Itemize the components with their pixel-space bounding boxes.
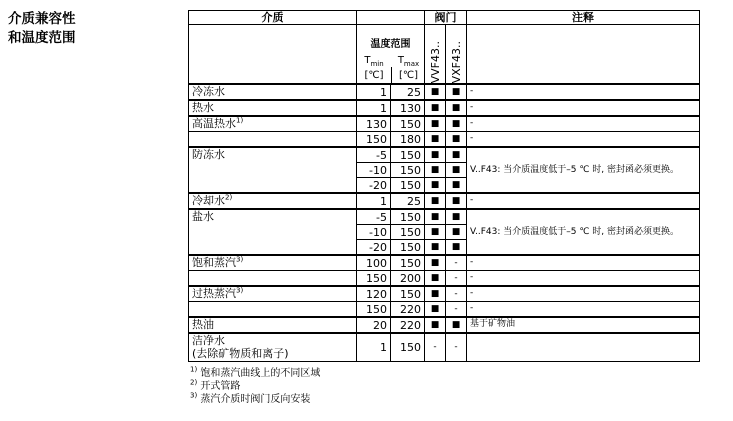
tmax-cell: 150 [391, 163, 425, 178]
medium-label: 过热蒸汽 [192, 287, 236, 300]
header-valve: 阀门 [425, 11, 467, 25]
table-row [189, 84, 700, 100]
medium-cell [189, 209, 357, 255]
valve1-cell: ■ [425, 240, 446, 256]
table-row [189, 116, 700, 132]
temp-range-header [357, 25, 425, 85]
medium-cell [189, 193, 357, 209]
medium-cell [189, 147, 357, 193]
table-row [189, 333, 700, 362]
valve2-cell: - [446, 255, 467, 271]
footnote-2: $^{2)}$ 开式管路 [190, 378, 241, 392]
medium-label: 热油 [192, 318, 214, 331]
medium-label: 冷冻水 [192, 85, 225, 98]
tmax-cell: 150 [391, 116, 425, 132]
table-row [189, 193, 700, 209]
notes-header-blank [467, 25, 700, 85]
medium-label-line-2: (去除矿物质和离子) [192, 347, 289, 360]
medium-label: 冷却水 [192, 194, 225, 207]
note-cell: - [467, 100, 700, 116]
table-row [189, 317, 700, 333]
note-cell: - [467, 193, 700, 209]
valve2-cell: ■ [446, 100, 467, 116]
valve1-cell: ■ [425, 286, 446, 302]
temp-range-label: 温度范围 [370, 39, 411, 50]
tmin-cell: 1 [357, 193, 391, 209]
section-title [8, 10, 76, 48]
valve1-cell: - [425, 333, 446, 362]
valve1-cell: ■ [425, 116, 446, 132]
medium-cell [189, 302, 357, 318]
tmax-cell: 150 [391, 240, 425, 256]
tmax-cell: 150 [391, 209, 425, 225]
footnote-3: $^{3)}$ 蒸汽介质时阀门反向安装 [190, 391, 311, 405]
valve2-cell: - [446, 302, 467, 318]
tmax-cell: 150 [391, 255, 425, 271]
footnote-1: $^{1)}$ 饱和蒸汽曲线上的不同区域 [190, 365, 321, 379]
tmin-label: $T_{min}$ [℃] [364, 55, 384, 81]
header-temperature [357, 11, 425, 25]
note-cell: - [467, 116, 700, 132]
valve2-cell: ■ [446, 209, 467, 225]
valve2-cell: ■ [446, 84, 467, 100]
valve1-cell: ■ [425, 163, 446, 178]
media-compatibility-table [188, 10, 700, 362]
tmin-cell: 130 [357, 116, 391, 132]
medium-label: 防冻水 [192, 148, 225, 161]
tmin-cell: 150 [357, 132, 391, 148]
note-cell: - [467, 286, 700, 302]
table-row [189, 132, 700, 148]
tmax-cell: 25 [391, 84, 425, 100]
medium-cell [189, 317, 357, 333]
medium-cell [189, 271, 357, 287]
tmax-cell: 150 [391, 225, 425, 240]
valve1-header: VVF43.. [425, 25, 446, 85]
tmax-cell: 150 [391, 333, 425, 362]
tmin-cell: -5 [357, 147, 391, 163]
medium-cell [189, 286, 357, 302]
note-cell: - [467, 132, 700, 148]
valve1-cell: ■ [425, 302, 446, 318]
valve2-cell: ■ [446, 240, 467, 256]
tmax-cell: 130 [391, 100, 425, 116]
valve2-cell: - [446, 333, 467, 362]
valve1-cell: ■ [425, 271, 446, 287]
valve2-cell: ■ [446, 116, 467, 132]
tmin-cell: 1 [357, 333, 391, 362]
tmin-cell: 150 [357, 271, 391, 287]
table-row [189, 302, 700, 318]
table-row [189, 286, 700, 302]
tmax-cell: 200 [391, 271, 425, 287]
medium-cell [189, 100, 357, 116]
table-row [189, 255, 700, 271]
valve2-cell: ■ [446, 147, 467, 163]
valve1-cell: ■ [425, 209, 446, 225]
tmin-cell: -20 [357, 178, 391, 194]
section-title-line-2: 和温度范围 [8, 30, 76, 46]
tmin-cell: 20 [357, 317, 391, 333]
tmax-cell: 150 [391, 286, 425, 302]
valve2-cell: - [446, 271, 467, 287]
valve1-cell: ■ [425, 147, 446, 163]
medium-footnote-mark: 2) [225, 193, 233, 202]
tmin-cell: 150 [357, 302, 391, 318]
tmin-cell: 100 [357, 255, 391, 271]
table-row [189, 147, 700, 163]
valve1-cell: ■ [425, 100, 446, 116]
tmin-cell: -10 [357, 225, 391, 240]
tmin-cell: 120 [357, 286, 391, 302]
valve1-cell: ■ [425, 132, 446, 148]
tmax-cell: 150 [391, 178, 425, 194]
tmin-cell: -5 [357, 209, 391, 225]
medium-label: 饱和蒸汽 [192, 256, 236, 269]
valve2-cell: ■ [446, 225, 467, 240]
table-body [189, 84, 700, 362]
table-row [189, 100, 700, 116]
note-cell: - [467, 255, 700, 271]
note-cell: - [467, 84, 700, 100]
valve2-cell: ■ [446, 178, 467, 194]
tmax-cell: 150 [391, 147, 425, 163]
medium-label: 高温热水 [192, 117, 236, 130]
tmax-cell: 220 [391, 317, 425, 333]
valve2-cell: ■ [446, 132, 467, 148]
medium-footnote-mark: 3) [236, 286, 244, 295]
table-row [189, 271, 700, 287]
medium-footnote-mark: 1) [236, 116, 244, 125]
medium-cell [189, 116, 357, 132]
medium-cell [189, 132, 357, 148]
table-row [189, 209, 700, 225]
header-notes: 注释 [467, 11, 700, 25]
valve1-cell: ■ [425, 178, 446, 194]
valve2-cell: ■ [446, 163, 467, 178]
valve1-cell: ■ [425, 255, 446, 271]
valve2-cell: - [446, 286, 467, 302]
header-medium-blank [189, 25, 357, 85]
header-medium: 介质 [189, 11, 357, 25]
note-cell: 基于矿物油 [467, 317, 700, 333]
medium-cell [189, 255, 357, 271]
valve2-cell: ■ [446, 193, 467, 209]
tmax-cell: 220 [391, 302, 425, 318]
tmax-cell: 25 [391, 193, 425, 209]
valve1-cell: ■ [425, 225, 446, 240]
note-cell: - [467, 271, 700, 287]
medium-label: 热水 [192, 101, 214, 114]
medium-footnote-mark: 3) [236, 255, 244, 264]
valve2-header: VXF43.. [446, 25, 467, 85]
note-cell: - [467, 302, 700, 318]
section-title-line-1: 介质兼容性 [8, 11, 76, 27]
valve1-cell: ■ [425, 84, 446, 100]
medium-label: 盐水 [192, 210, 214, 223]
medium-cell [189, 84, 357, 100]
footnotes [190, 367, 320, 406]
tmin-cell: -20 [357, 240, 391, 256]
valve1-cell: ■ [425, 317, 446, 333]
tmin-cell: -10 [357, 163, 391, 178]
tmin-cell: 1 [357, 84, 391, 100]
note-cell: V..F43: 当介质温度低于–5 ℃ 时, 密封函必须更换。 [467, 209, 700, 255]
note-cell [467, 333, 700, 362]
valve2-cell: ■ [446, 317, 467, 333]
note-cell: V..F43: 当介质温度低于–5 ℃ 时, 密封函必须更换。 [467, 147, 700, 193]
medium-cell [189, 333, 357, 362]
tmin-cell: 1 [357, 100, 391, 116]
tmax-label: $T_{max}$ [℃] [397, 55, 420, 81]
tmax-cell: 180 [391, 132, 425, 148]
valve1-cell: ■ [425, 193, 446, 209]
medium-label: 洁净水 [192, 334, 225, 347]
